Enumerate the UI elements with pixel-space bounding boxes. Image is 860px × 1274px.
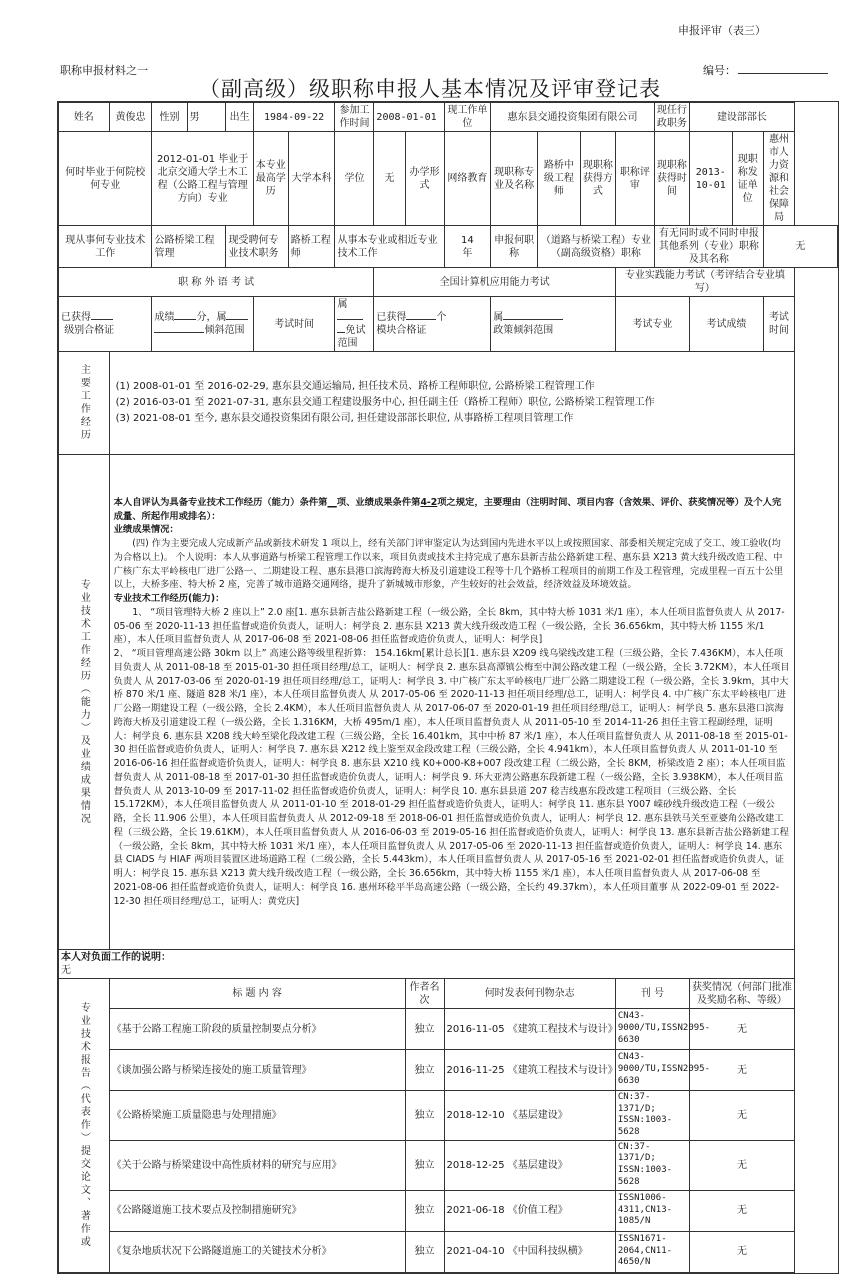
paper-row [59,1091,838,1141]
tech-work-value: 公路桥梁工程管理 [152,226,226,268]
paper-row [59,1009,838,1050]
paper-row [59,1231,838,1272]
degree-level-value: 大学本科 [288,132,335,226]
paper-award: 无 [689,1190,794,1231]
ability-heading: 专业技术工作经历(能力)： [113,593,225,604]
paper-title: 《基于公路工程施工阶段的质量控制要点分析》 [109,1009,405,1050]
name-value: 黄俊忠 [109,103,152,132]
apply-label: 申报何职称 [491,226,538,268]
practice-head: 专业实践能力考试（考评结合专业填写） [615,268,794,297]
paper-row [59,1140,838,1190]
paper-row [59,1050,838,1091]
paper-issn: CN:37-1371/D; ISSN:1003-5628 [615,1091,689,1141]
paper-award: 无 [689,1231,794,1272]
other-value: 无 [763,226,837,268]
material-tag: 职称申报材料之一 [60,64,148,77]
result-body: (四) 作为主要完成人完成新产品或新技术研发 1 项以上，经有关部门评审鉴定认为达到国内先进水平以上或按照国家、部委相关规定完成了交工、竣工验收(均为合格以上)。 个人说明：本人从事道路与桥梁工程管理工作以来，项目负责或技术主持完成了惠东县新吉盐公路新建工程、惠东县 X213 黄大线升级改造工程、中广核广东太平岭核电厂进厂公路一、二期建设工程、惠东县港口滨海跨海大桥及引道建设工程等十几个路桥工程项目的前期工作及工程管理，完成里程一百五十公里以上，大桥多座、特大桥 2 座，完善了城市道路交通网络，提升了新城城市形象，产生较好的社会效益，经济效益及环境效益。 [113,538,784,591]
paper-award: 无 [689,1140,794,1190]
ability-item-1: 1、 “项目管理特大桥 2 座以上” 2.0 座[1. 惠东县新吉盐公路新建工程（一级公路，全长 8km，其中特大桥 1031 米/1 座），本人任项目监督负责人 从 2017-05-06 至 2020-11-13 担任监督或造价负责人，证明人：柯学良 2. 惠东县 X213 黄大线升级改造工程（一级公路，全长 36.656km，其中特大桥 1155 米/1 座），本人任项目监督负责人 从 2017-06-08 至 2021-08-06 担任监督或造价负责人，证明人：柯学良] [113,606,785,646]
papers-col-award: 获奖情况（何部门批准及奖励名称、等级） [689,979,794,1009]
workstart-label: 参加工作时间 [335,103,374,132]
experience-label: 主要工作经历 [59,352,110,455]
workstart-value: 2008-01-01 [374,103,444,132]
performance-label: 专业技术工作经历（能力）及业绩成果情况 [59,455,110,950]
issuer-value: 惠州市人力资源和社会保障局 [763,132,794,226]
foreign-exempt: 属 免试范围 [335,297,374,352]
mode-label: 办学形式 [405,132,444,226]
form-number: 申报评审（表三） [678,24,766,37]
cur-title-value: 路桥中级工程师 [537,132,580,226]
papers-col-title: 标 题 内 容 [109,979,405,1009]
practice-time-label: 考试时间 [763,297,794,352]
paper-rank: 独立 [405,1050,444,1091]
paper-pub: 2021-04-10 《中国科技纵横》 [444,1231,615,1272]
ability-item-2: 2、 “项目管理高速公路 30km 以上” 高速公路等级里程折算： 154.16km[累计总长][1. 惠东县 X209 线乌梁线改建工程（三级公路，全长 7.436KM），本人任项目负责人 从 2011-08-18 至 2015-01-30 担任项目经理/总工，证明人：柯学良 2. 惠东县高潭镇公梅至中洞公路改建工程（一级公路，全长 3.72KM），本人任项目负责人 从 2017-03-06 至 2020-01-19 担任项目经理/总工，证明人：柯学良 3. 中广核广东太平岭核电厂进厂公路二期建设工程（一级公路，全长 3.9km，其中大桥 870 米/1 座、隧道 828 米/1 座），本人任项目监督负责人 从 2017-05-06 至 2020-11-13 担任项目经理/总工，证明人：柯学良 4. 中广核广东太平岭核电厂进厂公路一期建设工程（一级公路，全长 2.4KM），本人任项目监督负责人 从 2017-06-07 至 2020-01-19 担任项目经理/总工，证明人：柯学良 5. 惠东县港口滨海跨海大桥及引道建设工程（一级公路，全长 1.316KM，大桥 495m/1 座），本人任项目监督负责人 从 2011-05-10 至 2014-11-26 担任主管工程副经理，证明人：柯学良 6. 惠东县 X208 线大岭至梁化段改建工程（三级公路，全长 16.401km，其中中桥 87 米/1 座），本人任项目监督负责人 从 2011-08-18 至 2015-01-30 担任监督或造价负责人，证明人：柯学良 7. 惠东县 X212 线上鉴至双金段改建工程（三级公路，全长 4.941km），本人任项目监督负责人 从 2011-01-10 至 2016-06-16 担任监督或造价负责人，证明人：柯学良 8. 惠东县 X210 线 K0+000-K8+007 段改建工程（二级公路，全长 8KM，桥梁改造 2 座）；本人任项目监督负责人 从 2011-08-18 至 2017-01-30 担任监督或造价负责人，证明人：柯学良 9. 环大亚湾公路惠东段新建工程（一级公路，全长 3.938KM），本人任项目监督负责人 从 2013-10-09 至 2017-11-02 担任监督或造价负责人，证明人：柯学良 10. 惠东县县道 207 稔吉线惠东段改建工程项目（三级公路、全长 15.172KM），本人任项目监督负责人 从 2011-01-10 至 2018-01-29 担任监督或造价负责人，证明人：柯学良 11. 惠东县 Y007 嵘砂线升级改造工程（一级公路，全长 11.906 公里），本人任项目监督负责人 从 2012-09-18 至 2018-06-01 担任监督或造价负责人，证明人：柯学良 12. 惠东县铁马关至亚婆角公路改建工程（三级公路，全长 19.61KM），本人任项目监督负责人 从 2016-06-03 至 2019-05-16 担任监督或造价负责人，证明人：柯学良 13. 惠东县新吉盐公路新建工程（一级公路，全长 8km，其中特大桥 1031 米/1 座），本人任项目监督负责人 从 2017-05-06 至 2020-11-13 担任监督或造价负责人，证明人：柯学良 14. 惠东县 CIADS 与 HIAF 两项目装置区进场道路工程（二级公路，全长 5.443km），本人任项目监督负责人 从 2017-05-16 至 2021-02-01 担任监督或造价负责人，证明人：柯学良 15. 惠东县 X213 黄大线升级改造工程（一级公路，全长 36.656km，其中特大桥 1155 米/1 座），本人任项目监督负责人 从 2017-06-08 至 2021-08-06 担任监督或造价负责人，证明人：柯学良 16. 惠州环稔平半岛高速公路（一级公路，全长约 49.37km），本人任项目董事 从 2022-09-01 至 2022-12-30 担任项目经理/总工，证明人：黄党庆] [113,648,790,907]
practice-score-label: 考试成绩 [689,297,763,352]
foreign-time-label: 考试时间 [253,297,335,352]
cur-title-label: 现职称专业及名称 [491,132,538,226]
performance-row [59,455,838,950]
mode-value: 网络教育 [444,132,491,226]
employer-value: 惠东县交通投资集团有限公司 [491,103,655,132]
papers-header-row [59,979,838,1009]
years-label: 从事本专业或相近专业技术工作 [335,226,444,268]
paper-award: 无 [689,1091,794,1141]
performance-intro: 本人自评认为具备专业技术工作经历（能力）条件第__项、业绩成果条件第4-2项之规定，主要理由（注明时间、项目内容（含效果、评价、获奖情况等）及个人完成量、所起作用或排名）： [113,496,782,522]
education-row [59,132,838,226]
paper-title: 《关于公路与桥梁建设中高性质材料的研究与应用》 [109,1140,405,1190]
experience-item: (1) 2008-01-01 至 2016-02-29, 惠东县交通运输局, 担任技术员、路桥工程师职位, 公路桥梁工程管理工作 [115,381,595,392]
serial-number-field: 编号： [703,62,828,78]
exam-detail-row [59,297,838,352]
papers-col-rank: 作者名次 [405,979,444,1009]
paper-issn: ISSN1671-2064,CN11-4650/N [615,1231,689,1272]
paper-issn: CN:37-1371/D; ISSN:1003-5628 [615,1140,689,1190]
form-table [58,102,838,1273]
job-row [59,226,838,268]
get-time-value: 2013-10-01 [689,132,732,226]
degree-label: 学位 [335,132,374,226]
name-label: 姓名 [59,103,110,132]
paper-rank: 独立 [405,1190,444,1231]
computer-policy: 属 政策倾斜范围 [491,297,616,352]
hired-label: 现受聘何专业技术职务 [226,226,288,268]
negative-value: 无 [61,965,71,976]
foreign-pass: 已获得 级别合格证 [59,297,152,352]
practice-major-label: 考试专业 [615,297,689,352]
basic-info-row [59,103,838,132]
registration-form [57,101,839,1274]
degree-level-label: 本专业最高学历 [253,132,288,226]
paper-pub: 2016-11-25 《建筑工程技术与设计》 [444,1050,615,1091]
years-value: 14 年 [444,226,491,268]
grad-label: 何时毕业于何院校何专业 [59,132,152,226]
paper-issn: ISSN1006-4311,CN13-1085/N [615,1190,689,1231]
paper-rank: 独立 [405,1091,444,1141]
foreign-score: 成绩 分，属 倾斜范围 [152,297,253,352]
experience-list [109,352,794,455]
post-value: 建设部部长 [689,103,794,132]
tech-work-label: 现从事何专业技术工作 [59,226,152,268]
computer-pass: 已获得 个 模块合格证 [374,297,491,352]
paper-title: 《谈加强公路与桥梁连接处的施工质量管理》 [109,1050,405,1091]
paper-rank: 独立 [405,1140,444,1190]
gender-label: 性别 [152,103,187,132]
foreign-head: 职 称 外 语 考 试 [59,268,374,297]
paper-rank: 独立 [405,1231,444,1272]
papers-label: 专业技术报告（代表作）提交论文、著作或 [59,979,110,1273]
paper-award: 无 [689,1050,794,1091]
degree-value: 无 [374,132,405,226]
get-way-value: 职称评审 [615,132,654,226]
other-label: 有无同时或不同时申报其他系列（专业）职称及其名称 [654,226,763,268]
experience-item: (2) 2016-03-01 至 2021-07-31, 惠东县交通工程建设服务中心, 担任副主任（路桥工程师）职位, 公路桥梁工程管理工作 [115,397,655,408]
issuer-label: 现职称发证单位 [732,132,763,226]
post-label: 现任行政职务 [654,103,689,132]
employer-label: 现工作单位 [444,103,491,132]
paper-pub: 2021-06-18 《价值工程》 [444,1190,615,1231]
apply-value: （道路与桥梁工程）专业（副高级资格）职称 [537,226,654,268]
negative-cell [59,950,795,979]
paper-pub: 2018-12-10 《基层建设》 [444,1091,615,1141]
birth-value: 1984-09-22 [253,103,335,132]
paper-title: 《公路隧道施工技术要点及控制措施研究》 [109,1190,405,1231]
page-title: （副高级）级职称申报人基本情况及评审登记表 [199,77,661,101]
get-time-label: 现职称获得时间 [654,132,689,226]
paper-title: 《公路桥梁施工质量隐患与处理措施》 [109,1091,405,1141]
paper-row [59,1190,838,1231]
exam-head-row [59,268,838,297]
grad-value: 2012-01-01 毕业于北京交通大学土木工程（公路工程与管理方向）专业 [152,132,253,226]
gender-value: 男 [187,103,226,132]
paper-rank: 独立 [405,1009,444,1050]
result-heading: 业绩成果情况： [113,524,179,536]
papers-col-issn: 刊 号 [615,979,689,1009]
papers-col-pub: 何时发表何刊物杂志 [444,979,615,1009]
negative-label: 本人对负面工作的说明： [61,952,171,963]
experience-row [59,352,838,455]
paper-title: 《复杂地质状况下公路隧道施工的关键技术分析》 [109,1231,405,1272]
paper-issn: CN43-9000/TU,ISSN2095-6630 [615,1050,689,1091]
birth-label: 出生 [226,103,253,132]
get-way-label: 现职称获得方式 [580,132,615,226]
computer-head: 全国计算机应用能力考试 [374,268,615,297]
hired-value: 路桥工程师 [288,226,335,268]
performance-text [109,455,794,950]
paper-issn: CN43-9000/TU,ISSN2095-6630 [615,1009,689,1050]
paper-pub: 2016-11-05 《建筑工程技术与设计》 [444,1009,615,1050]
experience-item: (3) 2021-08-01 至今, 惠东县交通投资集团有限公司, 担任建设部部长职位, 从事路桥工程项目管理工作 [115,413,574,424]
negative-row [59,950,838,979]
paper-award: 无 [689,1009,794,1050]
paper-pub: 2018-12-25 《基层建设》 [444,1140,615,1190]
